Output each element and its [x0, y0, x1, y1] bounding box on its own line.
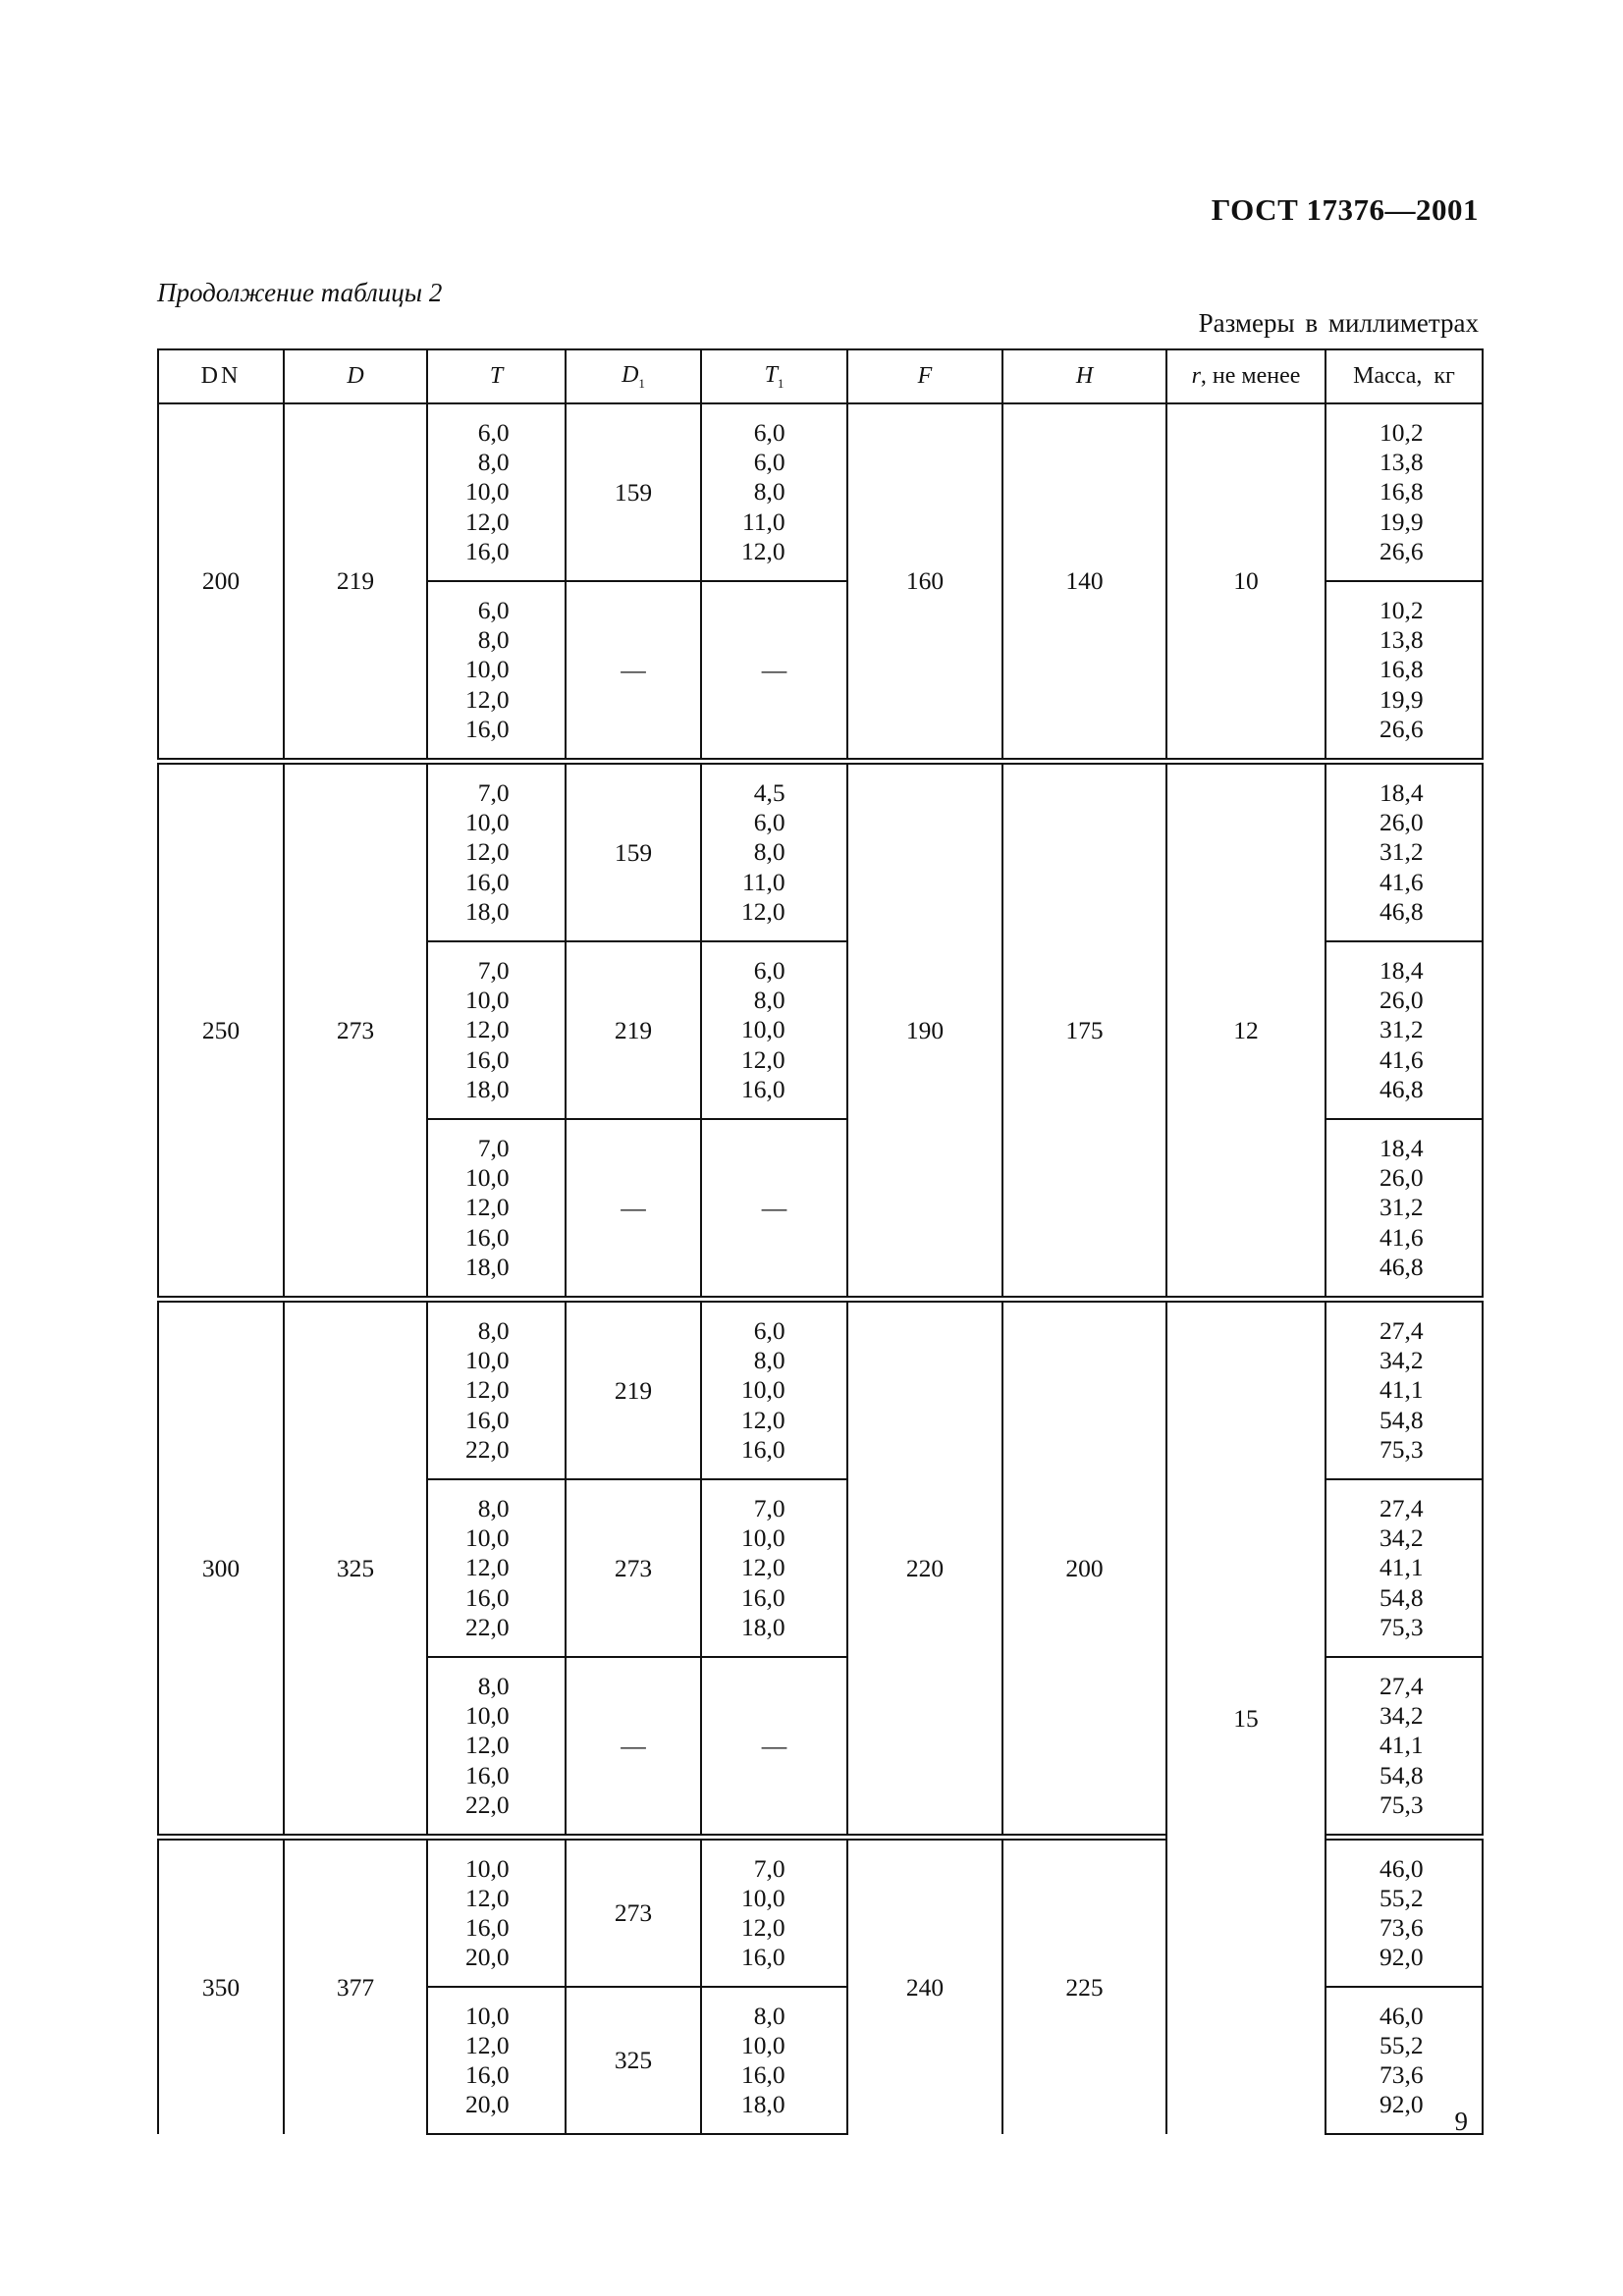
t-value: 16,0 [465, 536, 510, 565]
t-value: 12,0 [465, 1015, 510, 1044]
t-value: 7,0 [477, 777, 510, 807]
cell-t [427, 1987, 566, 2134]
t-value: 7,0 [477, 955, 510, 985]
cell-d1: — [566, 1657, 701, 1835]
mass-value: 46,0 [1380, 2001, 1424, 2030]
header-t: T [427, 349, 566, 403]
t-value: 18,0 [465, 1074, 510, 1103]
t-value: 7,0 [477, 1133, 510, 1162]
cell-t1 [701, 403, 847, 581]
t1-value: 8,0 [753, 477, 785, 507]
header-t1: $T_1$ [701, 349, 847, 403]
table-row [158, 403, 1483, 581]
cell-d: 273 [284, 764, 427, 1297]
cell-t1 [701, 1302, 847, 1479]
t-value: 18,0 [465, 896, 510, 926]
mass-value: 41,6 [1380, 867, 1424, 896]
t1-value: 12,0 [741, 1553, 785, 1582]
mass-value: 26,6 [1380, 714, 1424, 743]
t1-value: 12,0 [741, 1913, 785, 1942]
cell-d1: 325 [566, 1987, 701, 2134]
t-value: 10,0 [465, 1163, 510, 1193]
t-value: 8,0 [477, 1315, 510, 1345]
t1-value: 6,0 [753, 808, 785, 837]
mass-value: 41,1 [1380, 1553, 1424, 1582]
t-value: 12,0 [465, 2030, 510, 2059]
page-number: 9 [1454, 2107, 1468, 2136]
t1-value: 16,0 [741, 1582, 785, 1612]
mass-value: 41,6 [1380, 1222, 1424, 1252]
t1-value: 10,0 [741, 1375, 785, 1405]
t1-value: 10,0 [741, 2030, 785, 2059]
cell-t1 [701, 1840, 847, 1987]
t-value: 10,0 [465, 1701, 510, 1731]
t-value: 22,0 [465, 1789, 510, 1819]
table-header-row [158, 349, 1483, 403]
cell-mass [1325, 1840, 1483, 1987]
t1-value: 10,0 [741, 1015, 785, 1044]
cell-mass [1325, 764, 1483, 941]
t1-value: 16,0 [741, 1074, 785, 1103]
cell-d: 219 [284, 403, 427, 759]
mass-value: 55,2 [1380, 1883, 1424, 1912]
t1-value: 16,0 [741, 1434, 785, 1464]
t-value: 22,0 [465, 1612, 510, 1641]
t-value: 16,0 [465, 714, 510, 743]
cell-d1: 273 [566, 1840, 701, 1987]
t-value: 8,0 [477, 448, 510, 477]
t-value: 16,0 [465, 1405, 510, 1434]
t1-value: 6,0 [753, 417, 785, 447]
t-value: 10,0 [465, 1523, 510, 1553]
mass-value: 19,9 [1380, 684, 1424, 714]
t1-value: 6,0 [753, 955, 785, 985]
mass-value: 18,4 [1380, 1133, 1424, 1162]
mass-value: 46,8 [1380, 1252, 1424, 1281]
t1-value: 16,0 [741, 2060, 785, 2089]
t1-value: 7,0 [753, 1853, 785, 1883]
t-value: 10,0 [465, 1853, 510, 1883]
mass-value: 73,6 [1380, 1913, 1424, 1942]
mass-value: 31,2 [1380, 1193, 1424, 1222]
t-value: 22,0 [465, 1434, 510, 1464]
t-value: 16,0 [465, 1913, 510, 1942]
t-value: 12,0 [465, 1553, 510, 1582]
t-value: 20,0 [465, 1943, 510, 1972]
t1-dash: — [761, 1193, 787, 1222]
t-value: 12,0 [465, 1731, 510, 1760]
cell-t1 [701, 1479, 847, 1657]
t1-value: 4,5 [753, 777, 785, 807]
mass-value: 26,0 [1380, 1163, 1424, 1193]
mass-value: 26,6 [1380, 536, 1424, 565]
mass-value: 26,0 [1380, 986, 1424, 1015]
t-value: 8,0 [477, 1493, 510, 1522]
t-value: 12,0 [465, 684, 510, 714]
t-value: 10,0 [465, 808, 510, 837]
t1-value: 16,0 [741, 1943, 785, 1972]
mass-value: 34,2 [1380, 1346, 1424, 1375]
cell-t [427, 403, 566, 581]
cell-d1: 219 [566, 1302, 701, 1479]
t-value: 10,0 [465, 655, 510, 684]
mass-value: 54,8 [1380, 1760, 1424, 1789]
t1-value: 8,0 [753, 837, 785, 867]
t-value: 16,0 [465, 1760, 510, 1789]
cell-mass [1325, 1302, 1483, 1479]
cell-mass [1325, 1479, 1483, 1657]
mass-value: 16,8 [1380, 477, 1424, 507]
cell-r: 10 [1166, 403, 1325, 759]
header-dn: DN [158, 349, 284, 403]
cell-d1: — [566, 581, 701, 759]
mass-value: 41,1 [1380, 1375, 1424, 1405]
t1-value: 12,0 [741, 896, 785, 926]
t1-value: 11,0 [741, 867, 785, 896]
cell-t1 [701, 1119, 847, 1297]
mass-value: 75,3 [1380, 1434, 1424, 1464]
t-value: 12,0 [465, 1883, 510, 1912]
mass-value: 54,8 [1380, 1582, 1424, 1612]
dimensions-table [157, 348, 1484, 2135]
mass-value: 92,0 [1380, 1943, 1424, 1972]
mass-value: 73,6 [1380, 2060, 1424, 2089]
cell-d1: 159 [566, 403, 701, 581]
cell-f: 220 [847, 1302, 1002, 1835]
cell-t [427, 581, 566, 759]
table-body [158, 403, 1483, 2134]
table-row [158, 1302, 1483, 1479]
t-value: 16,0 [465, 1222, 510, 1252]
t1-value: 6,0 [753, 448, 785, 477]
cell-t [427, 1840, 566, 1987]
cell-h: 200 [1002, 1302, 1166, 1835]
cell-t [427, 1119, 566, 1297]
mass-value: 34,2 [1380, 1523, 1424, 1553]
mass-value: 46,8 [1380, 1074, 1424, 1103]
units-note: Размеры в миллиметрах [1198, 308, 1479, 338]
mass-value: 75,3 [1380, 1789, 1424, 1819]
t1-dash: — [761, 1731, 787, 1760]
t1-dash: — [761, 655, 787, 684]
cell-d: 377 [284, 1840, 427, 2134]
t1-value: 11,0 [741, 507, 785, 536]
mass-value: 41,1 [1380, 1731, 1424, 1760]
t1-value: 7,0 [753, 1493, 785, 1522]
cell-mass [1325, 1657, 1483, 1835]
t-value: 12,0 [465, 837, 510, 867]
header-d: D [284, 349, 427, 403]
cell-t [427, 1302, 566, 1479]
mass-value: 75,3 [1380, 1612, 1424, 1641]
mass-value: 31,2 [1380, 1015, 1424, 1044]
t-value: 6,0 [477, 417, 510, 447]
t1-value: 10,0 [741, 1883, 785, 1912]
mass-value: 26,0 [1380, 808, 1424, 837]
cell-d1: — [566, 1119, 701, 1297]
t-value: 10,0 [465, 986, 510, 1015]
mass-value: 46,8 [1380, 896, 1424, 926]
cell-mass [1325, 581, 1483, 759]
t-value: 8,0 [477, 625, 510, 655]
header-mass: Масса, кг [1325, 349, 1483, 403]
cell-t [427, 1657, 566, 1835]
cell-dn: 200 [158, 403, 284, 759]
cell-t1 [701, 1657, 847, 1835]
mass-value: 27,4 [1380, 1671, 1424, 1700]
mass-value: 18,4 [1380, 955, 1424, 985]
t-value: 18,0 [465, 1252, 510, 1281]
header-f: F [847, 349, 1002, 403]
t1-value: 6,0 [753, 1315, 785, 1345]
t1-value: 12,0 [741, 1044, 785, 1074]
t-value: 20,0 [465, 2090, 510, 2119]
mass-value: 10,2 [1380, 595, 1424, 624]
cell-t1 [701, 581, 847, 759]
cell-dn: 300 [158, 1302, 284, 1835]
mass-value: 27,4 [1380, 1493, 1424, 1522]
cell-f: 160 [847, 403, 1002, 759]
header-d1: $D_1$ [566, 349, 701, 403]
cell-d1: 273 [566, 1479, 701, 1657]
t-value: 16,0 [465, 2060, 510, 2089]
cell-mass [1325, 941, 1483, 1119]
t1-value: 18,0 [741, 1612, 785, 1641]
mass-value: 92,0 [1380, 2090, 1424, 2119]
cell-t1 [701, 941, 847, 1119]
cell-dn: 250 [158, 764, 284, 1297]
t-value: 10,0 [465, 2001, 510, 2030]
t1-value: 12,0 [741, 1405, 785, 1434]
t-value: 12,0 [465, 507, 510, 536]
t-value: 10,0 [465, 1346, 510, 1375]
cell-h: 140 [1002, 403, 1166, 759]
cell-mass [1325, 403, 1483, 581]
t-value: 8,0 [477, 1671, 510, 1700]
cell-r: 15 [1166, 1302, 1325, 2134]
cell-dn: 350 [158, 1840, 284, 2134]
t-value: 12,0 [465, 1193, 510, 1222]
t-value: 16,0 [465, 867, 510, 896]
mass-value: 13,8 [1380, 448, 1424, 477]
mass-value: 13,8 [1380, 625, 1424, 655]
mass-value: 41,6 [1380, 1044, 1424, 1074]
t-value: 6,0 [477, 595, 510, 624]
table-continuation-caption: Продолжение таблицы 2 [157, 278, 443, 307]
mass-value: 54,8 [1380, 1405, 1424, 1434]
mass-value: 46,0 [1380, 1853, 1424, 1883]
t1-value: 10,0 [741, 1523, 785, 1553]
cell-t [427, 941, 566, 1119]
mass-value: 19,9 [1380, 507, 1424, 536]
mass-value: 55,2 [1380, 2030, 1424, 2059]
table-row [158, 764, 1483, 941]
mass-value: 10,2 [1380, 417, 1424, 447]
mass-value: 18,4 [1380, 777, 1424, 807]
mass-value: 31,2 [1380, 837, 1424, 867]
mass-value: 27,4 [1380, 1315, 1424, 1345]
t-value: 10,0 [465, 477, 510, 507]
document-code: ГОСТ 17376—2001 [1211, 192, 1479, 227]
cell-d: 325 [284, 1302, 427, 1835]
t1-value: 8,0 [753, 1346, 785, 1375]
cell-mass [1325, 1119, 1483, 1297]
t-value: 16,0 [465, 1582, 510, 1612]
cell-t1 [701, 1987, 847, 2134]
mass-value: 16,8 [1380, 655, 1424, 684]
header-h: H [1002, 349, 1166, 403]
t-value: 12,0 [465, 1375, 510, 1405]
cell-t [427, 764, 566, 941]
mass-value: 34,2 [1380, 1701, 1424, 1731]
cell-h: 175 [1002, 764, 1166, 1297]
cell-f: 190 [847, 764, 1002, 1297]
t1-value: 12,0 [741, 536, 785, 565]
cell-r: 12 [1166, 764, 1325, 1297]
cell-f: 240 [847, 1840, 1002, 2134]
t-value: 16,0 [465, 1044, 510, 1074]
t1-value: 8,0 [753, 986, 785, 1015]
cell-t [427, 1479, 566, 1657]
t1-value: 18,0 [741, 2090, 785, 2119]
cell-d1: 219 [566, 941, 701, 1119]
cell-d1: 159 [566, 764, 701, 941]
cell-t1 [701, 764, 847, 941]
t1-value: 8,0 [753, 2001, 785, 2030]
cell-h: 225 [1002, 1840, 1166, 2134]
header-r: r, не менее [1166, 349, 1325, 403]
